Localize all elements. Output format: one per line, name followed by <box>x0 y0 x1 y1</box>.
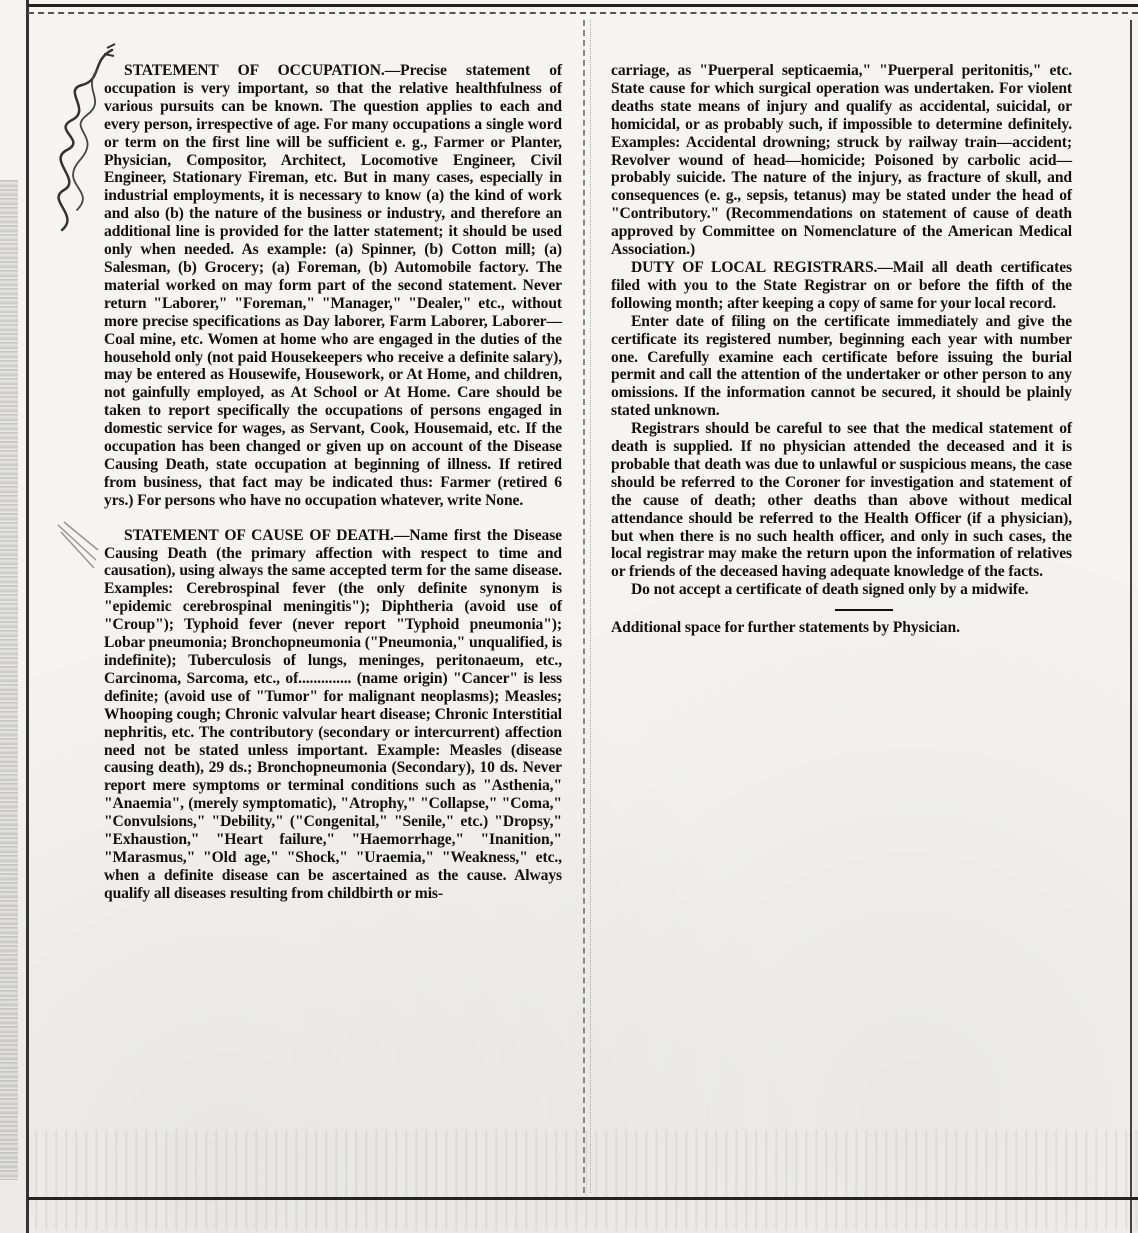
duty-text: —Mail all death certificates filed with you to the State Registrar on or before the fifth of the following month; after keeping a copy of same for your local record. <box>611 258 1072 312</box>
scan-noise <box>28 1130 1138 1230</box>
section-divider <box>835 609 893 611</box>
right-column <box>611 62 1072 637</box>
filing-paragraph: Enter date of filing on the certificate immediately and give the certificate its registered number, beginning each year with number one. Carefully examine each certificate before issuing the burial permit and call the attention of the undertaker or other person to any omissions. If the information cannot be secured, it should be plainly stated unknown. <box>611 312 1072 420</box>
occupation-heading: STATEMENT OF OCCUPATION. <box>124 62 385 79</box>
bottom-border-rule <box>28 1197 1138 1200</box>
cause-paragraph <box>104 527 562 903</box>
midwife-paragraph: Do not accept a certificate of death signed only by a midwife. <box>631 581 1029 599</box>
cause-heading: STATEMENT OF CAUSE OF DEATH. <box>124 526 394 544</box>
center-fold-line-secondary <box>590 20 591 1193</box>
ink-smudge-icon <box>56 520 100 580</box>
right-border-rule <box>1130 20 1132 1233</box>
cause-continued-text: carriage, as "Puerperal septicaemia," "Puerperal peritonitis," etc. State cause for which surgical operation was undertaken. For violent deaths state means of injury and qualify as accidental, suicidal, or homicidal, or as probably such, if impossible to determine definitely. Examples: Accidental drowning; struck by railway train—accident; Revolver wound of head—homicide; Poisoned by carbolic acid—probably suicide. The nature of the injury, as fracture of skull, and consequences (e. g., sepsis, tetanus) may be stated under the head of "Contributory." (Recommendations on statement of cause of death approved by Committee on Nomenclature of the American Medical Association.) <box>611 62 1072 259</box>
left-border-rule <box>26 0 29 1233</box>
additional-space-label: Additional space for further statements by Physician. <box>611 619 960 637</box>
duty-paragraph <box>611 259 1072 313</box>
occupation-paragraph <box>104 62 562 510</box>
occupation-text: —Precise statement of occupation is very important, so that the relative healthfulness of various pursuits can be known. The question applies to each and every person, irrespective of age. For many occupations a single word or term on the first line will be sufficient e. g., Farmer or Planter, Physician, Compositor, Architect, Locomotive Engineer, Civil Engineer, Stationary Fireman, etc. But in many cases, especially in industrial employments, it is necessary to know (a) the kind of work and also (b) the nature of the business or industry, and therefore an additional line is provided for the latter statement; it should be used only when needed. As example: (a) Spinner, (b) Cotton mill; (a) Salesman, (b) Grocery; (a) Foreman, (b) Automobile factory. The material worked on may form part of the second statement. Never return "Laborer," "Foreman," "Manager," "Dealer," etc., without more precise specifications as Day laborer, Farm Laborer, Laborer—Coal mine, etc. Women at home who are engaged in the duties of the household only (not paid Housekeepers who receive a definite salary), may be entered as Housewife, Housework, or At Home, and children, not gainfully employed, as At School or At Home. Care should be taken to report specifically the occupations of persons engaged in domestic service for wages, as Servant, Cook, Housemaid, etc. If the occupation has been changed or given up on account of the Disease Causing Death, state occupation at beginning of illness. If retired from business, that fact may be indicated thus: Farmer (retired 6 yrs.) For persons who have no occupation whatever, write None. <box>104 62 562 509</box>
scan-edge <box>0 180 18 1180</box>
left-column <box>104 62 562 903</box>
top-border-rule <box>28 4 1138 7</box>
center-fold-line <box>583 20 585 1193</box>
top-dashed-rule <box>28 12 1138 14</box>
cause-text: —Name first the Disease Causing Death (the primary affection with respect to time and causation), using always the same accepted term for the same disease. Examples: Cerebrospinal fever (the only definite synonym is "epidemic cerebrospinal meningitis"); Diphtheria (avoid use of "Croup"); Typhoid fever (never report "Typhoid pneumonia"); Lobar pneumonia; Bronchopneumonia ("Pneumonia," unqualified, is indefinite); Tuberculosis of lungs, meninges, peritonaeum, etc., Carcinoma, Sarcoma, etc., of.............. (name origin) "Cancer" is less definite; (avoid use of "Tumor" for malignant neoplasms); Measles; Whooping cough; Chronic valvular heart disease; Chronic Interstitial nephritis, etc. The contributory (secondary or intercurrent) affection need not be stated unless important. Example: Measles (disease causing death), 29 ds.; Bronchopneumonia (Secondary), 10 ds. Never report mere symptoms or terminal conditions such as "Asthenia," "Anaemia", (merely symptomatic), "Atrophy," "Collapse," "Coma," "Convulsions," "Debility," ("Congenital," "Senile," etc.) "Dropsy," "Exhaustion," "Heart failure," "Haemorrhage," "Inanition," "Marasmus," "Old age," "Shock," "Uraemia," "Weakness," etc., when a definite disease can be ascertained as the cause. Always qualify all diseases resulting from childbirth or mis- <box>104 526 563 902</box>
duty-heading: DUTY OF LOCAL REGISTRARS. <box>631 258 878 276</box>
medical-statement-paragraph: Registrars should be careful to see that the medical statement of death is supplied. If no physician attended the deceased and it is probable that death was due to unlawful or suspicious means, the case should be referred to the Coroner for investigation and statement of the cause of death; other deaths than above without medical attendance should be referred to the Health Officer (if a physician), but when there is no such health officer, and only in such cases, the local registrar may make the return upon the information of relatives or friends of the deceased having adequate knowledge of the facts. <box>611 420 1072 581</box>
